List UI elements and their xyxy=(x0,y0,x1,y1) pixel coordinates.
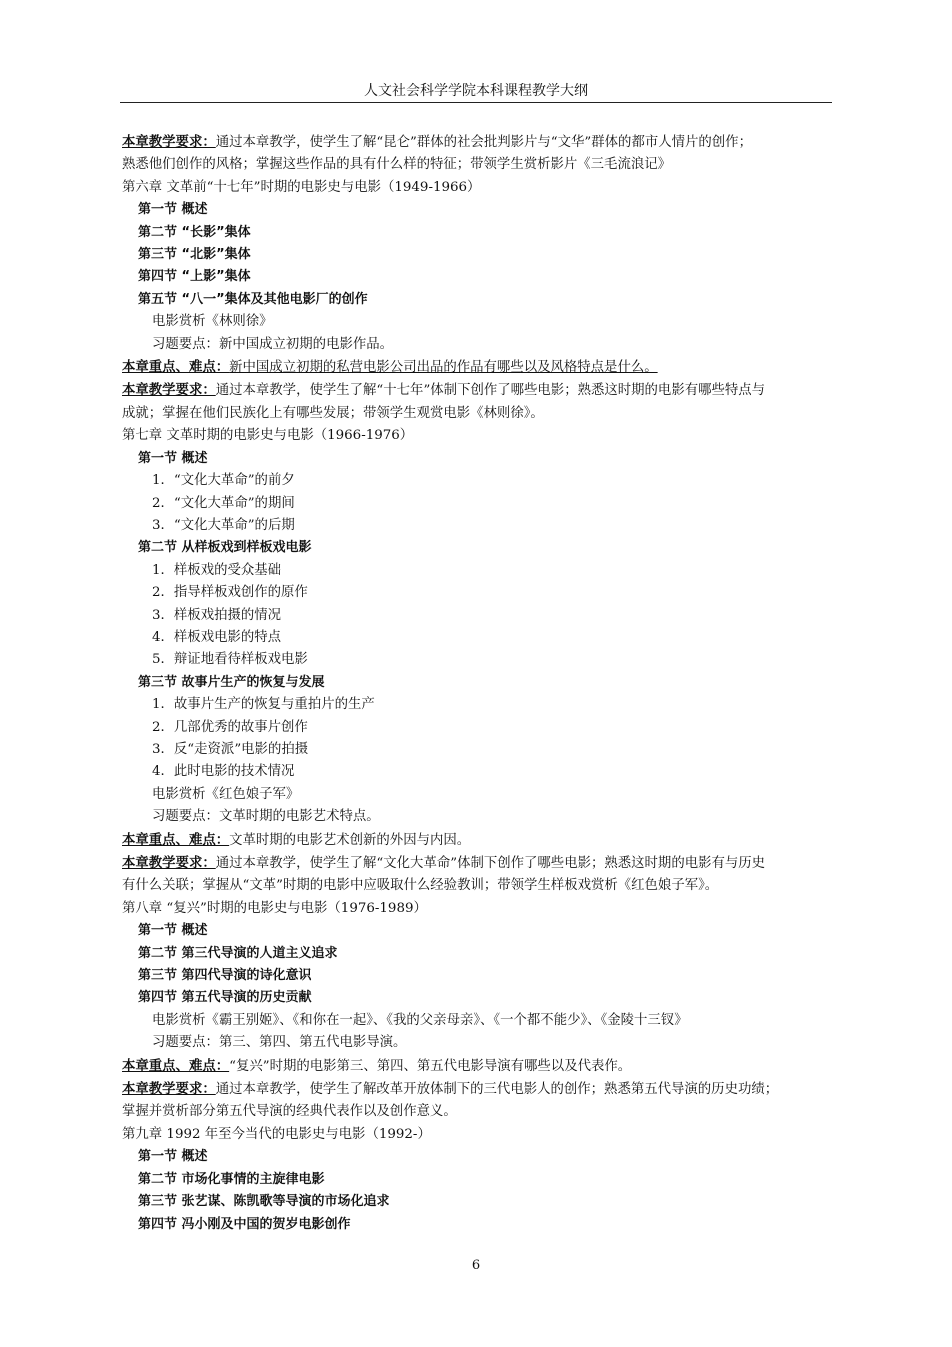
requirement-text: 通过本章教学，使学生了解“十七年”体制下创作了哪些电影；熟悉这时期的电影有哪些特点与 xyxy=(215,383,766,399)
requirement-text: 文革时期的电影艺术创新的外因与内因。 xyxy=(229,832,471,848)
section-heading: 第三节 故事片生产的恢复与发展 xyxy=(138,674,325,690)
list-item: 2．指导样板戏创作的原作 xyxy=(152,585,308,601)
requirement-line xyxy=(122,356,832,379)
page-number: 6 xyxy=(471,1258,481,1273)
requirement-label: 本章重点、难点： xyxy=(122,831,230,848)
list-item: 1．“文化大革命”的前夕 xyxy=(152,473,295,489)
list-item: 5．辩证地看待样板戏电影 xyxy=(152,652,308,668)
body-text: 熟悉他们创作的风格；掌握这些作品的具有什么样的特征；带领学生赏析影片《三毛流浪记》 xyxy=(122,157,672,173)
list-item: 习题要点：文革时期的电影艺术特点。 xyxy=(152,809,380,825)
list-item: 3．样板戏拍摄的情况 xyxy=(152,607,282,623)
body-text: 成就；掌握在他们民族化上有哪些发展；带领学生观赏电影《林则徐》。 xyxy=(122,405,544,421)
requirement-label: 本章重点、难点： xyxy=(122,359,230,376)
requirement-line xyxy=(122,131,832,154)
list-item: 1．样板戏的受众基础 xyxy=(152,562,282,578)
list-item: 4．此时电影的技术情况 xyxy=(152,764,295,780)
requirement-line xyxy=(122,852,832,875)
chapter-heading: 第九章 1992 年至今当代的电影史与电影（1992-） xyxy=(122,1126,431,1142)
list-item: 2．“文化大革命”的期间 xyxy=(152,495,295,511)
document-body xyxy=(122,131,832,1236)
requirement-line xyxy=(122,1078,832,1101)
requirement-text: 通过本章教学，使学生了解“文化大革命”体制下创作了哪些电影；熟悉这时期的电影有与历史 xyxy=(215,856,766,871)
list-item: 习题要点：第三、第四、第五代电影导演。 xyxy=(152,1035,407,1051)
requirement-text: “复兴”时期的电影第三、第四、第五代电影导演有哪些以及代表作。 xyxy=(229,1058,632,1074)
body-text: 掌握并赏析部分第五代导演的经典代表作以及创作意义。 xyxy=(122,1104,457,1120)
section-heading: 第二节 从样板戏到样板戏电影 xyxy=(138,540,312,556)
requirement-text: 通过本章教学，使学生了解改革开放体制下的三代电影人的创作；熟悉第五代导演的历史功绩； xyxy=(215,1082,779,1098)
list-item: 4．样板戏电影的特点 xyxy=(152,629,282,645)
requirement-text: 新中国成立初期的私营电影公司出品的作品有哪些以及风格特点是什么。 xyxy=(229,360,658,376)
requirement-label: 本章教学要求： xyxy=(122,382,216,399)
chapter-heading: 第七章 文革时期的电影史与电影（1966-1976） xyxy=(122,428,414,444)
requirement-line xyxy=(122,1055,832,1078)
chapter-heading: 第八章 “复兴”时期的电影史与电影（1976-1989） xyxy=(122,900,427,916)
section-heading: 第四节 冯小刚及中国的贺岁电影创作 xyxy=(138,1216,351,1232)
list-item: 3．反“走资派”电影的拍摄 xyxy=(152,741,309,757)
section-heading: 第二节 第三代导演的人道主义追求 xyxy=(138,945,338,961)
list-item: 电影赏析《林则徐》 xyxy=(152,314,273,330)
list-item: 习题要点：新中国成立初期的电影作品。 xyxy=(152,336,394,352)
section-heading: 第三节 “北影”集体 xyxy=(138,247,251,263)
chapter-heading: 第六章 文革前“十七年”时期的电影史与电影（1949-1966） xyxy=(122,179,481,195)
section-heading: 第四节 第五代导演的历史贡献 xyxy=(138,990,312,1006)
requirement-label: 本章重点、难点： xyxy=(122,1057,230,1074)
list-item: 电影赏析《霸王别姬》、《和你在一起》、《我的父亲母亲》、《一个都不能少》、《金陵十三钗》 xyxy=(152,1012,688,1028)
page-header-title: 人文社会科学学院本科课程教学大纲 xyxy=(364,83,588,99)
list-item: 1．故事片生产的恢复与重拍片的生产 xyxy=(152,697,375,713)
section-heading: 第一节 概述 xyxy=(138,1149,208,1165)
section-heading: 第一节 概述 xyxy=(138,923,208,939)
requirement-line xyxy=(122,379,832,402)
section-heading: 第二节 “长影”集体 xyxy=(138,224,251,240)
section-heading: 第二节 市场化事情的主旋律电影 xyxy=(138,1171,325,1187)
requirement-label: 本章教学要求： xyxy=(122,1081,216,1098)
body-text: 有什么关联；掌握从“文革”时期的电影中应吸取什么经验教训；带领学生样板戏赏析《红色娘子军》。 xyxy=(122,878,719,894)
section-heading: 第四节 “上影”集体 xyxy=(138,269,251,285)
requirement-line xyxy=(122,829,832,852)
list-item: 2．几部优秀的故事片创作 xyxy=(152,719,308,735)
section-heading: 第一节 概述 xyxy=(138,202,208,218)
requirement-text: 通过本章教学，使学生了解“昆仑”群体的社会批判影片与“文华”群体的都市人情片的创作； xyxy=(215,135,752,150)
section-heading: 第三节 第四代导演的诗化意识 xyxy=(138,968,312,984)
section-heading: 第三节 张艺谋、陈凯歌等导演的市场化追求 xyxy=(138,1194,390,1210)
header-divider xyxy=(120,102,832,103)
requirement-label: 本章教学要求： xyxy=(122,134,216,150)
section-heading: 第五节 “八一”集体及其他电影厂的创作 xyxy=(138,291,368,307)
list-item: 3．“文化大革命”的后期 xyxy=(152,517,295,533)
list-item: 电影赏析《红色娘子军》 xyxy=(152,786,300,802)
section-heading: 第一节 概述 xyxy=(138,450,208,466)
requirement-label: 本章教学要求： xyxy=(122,855,216,871)
